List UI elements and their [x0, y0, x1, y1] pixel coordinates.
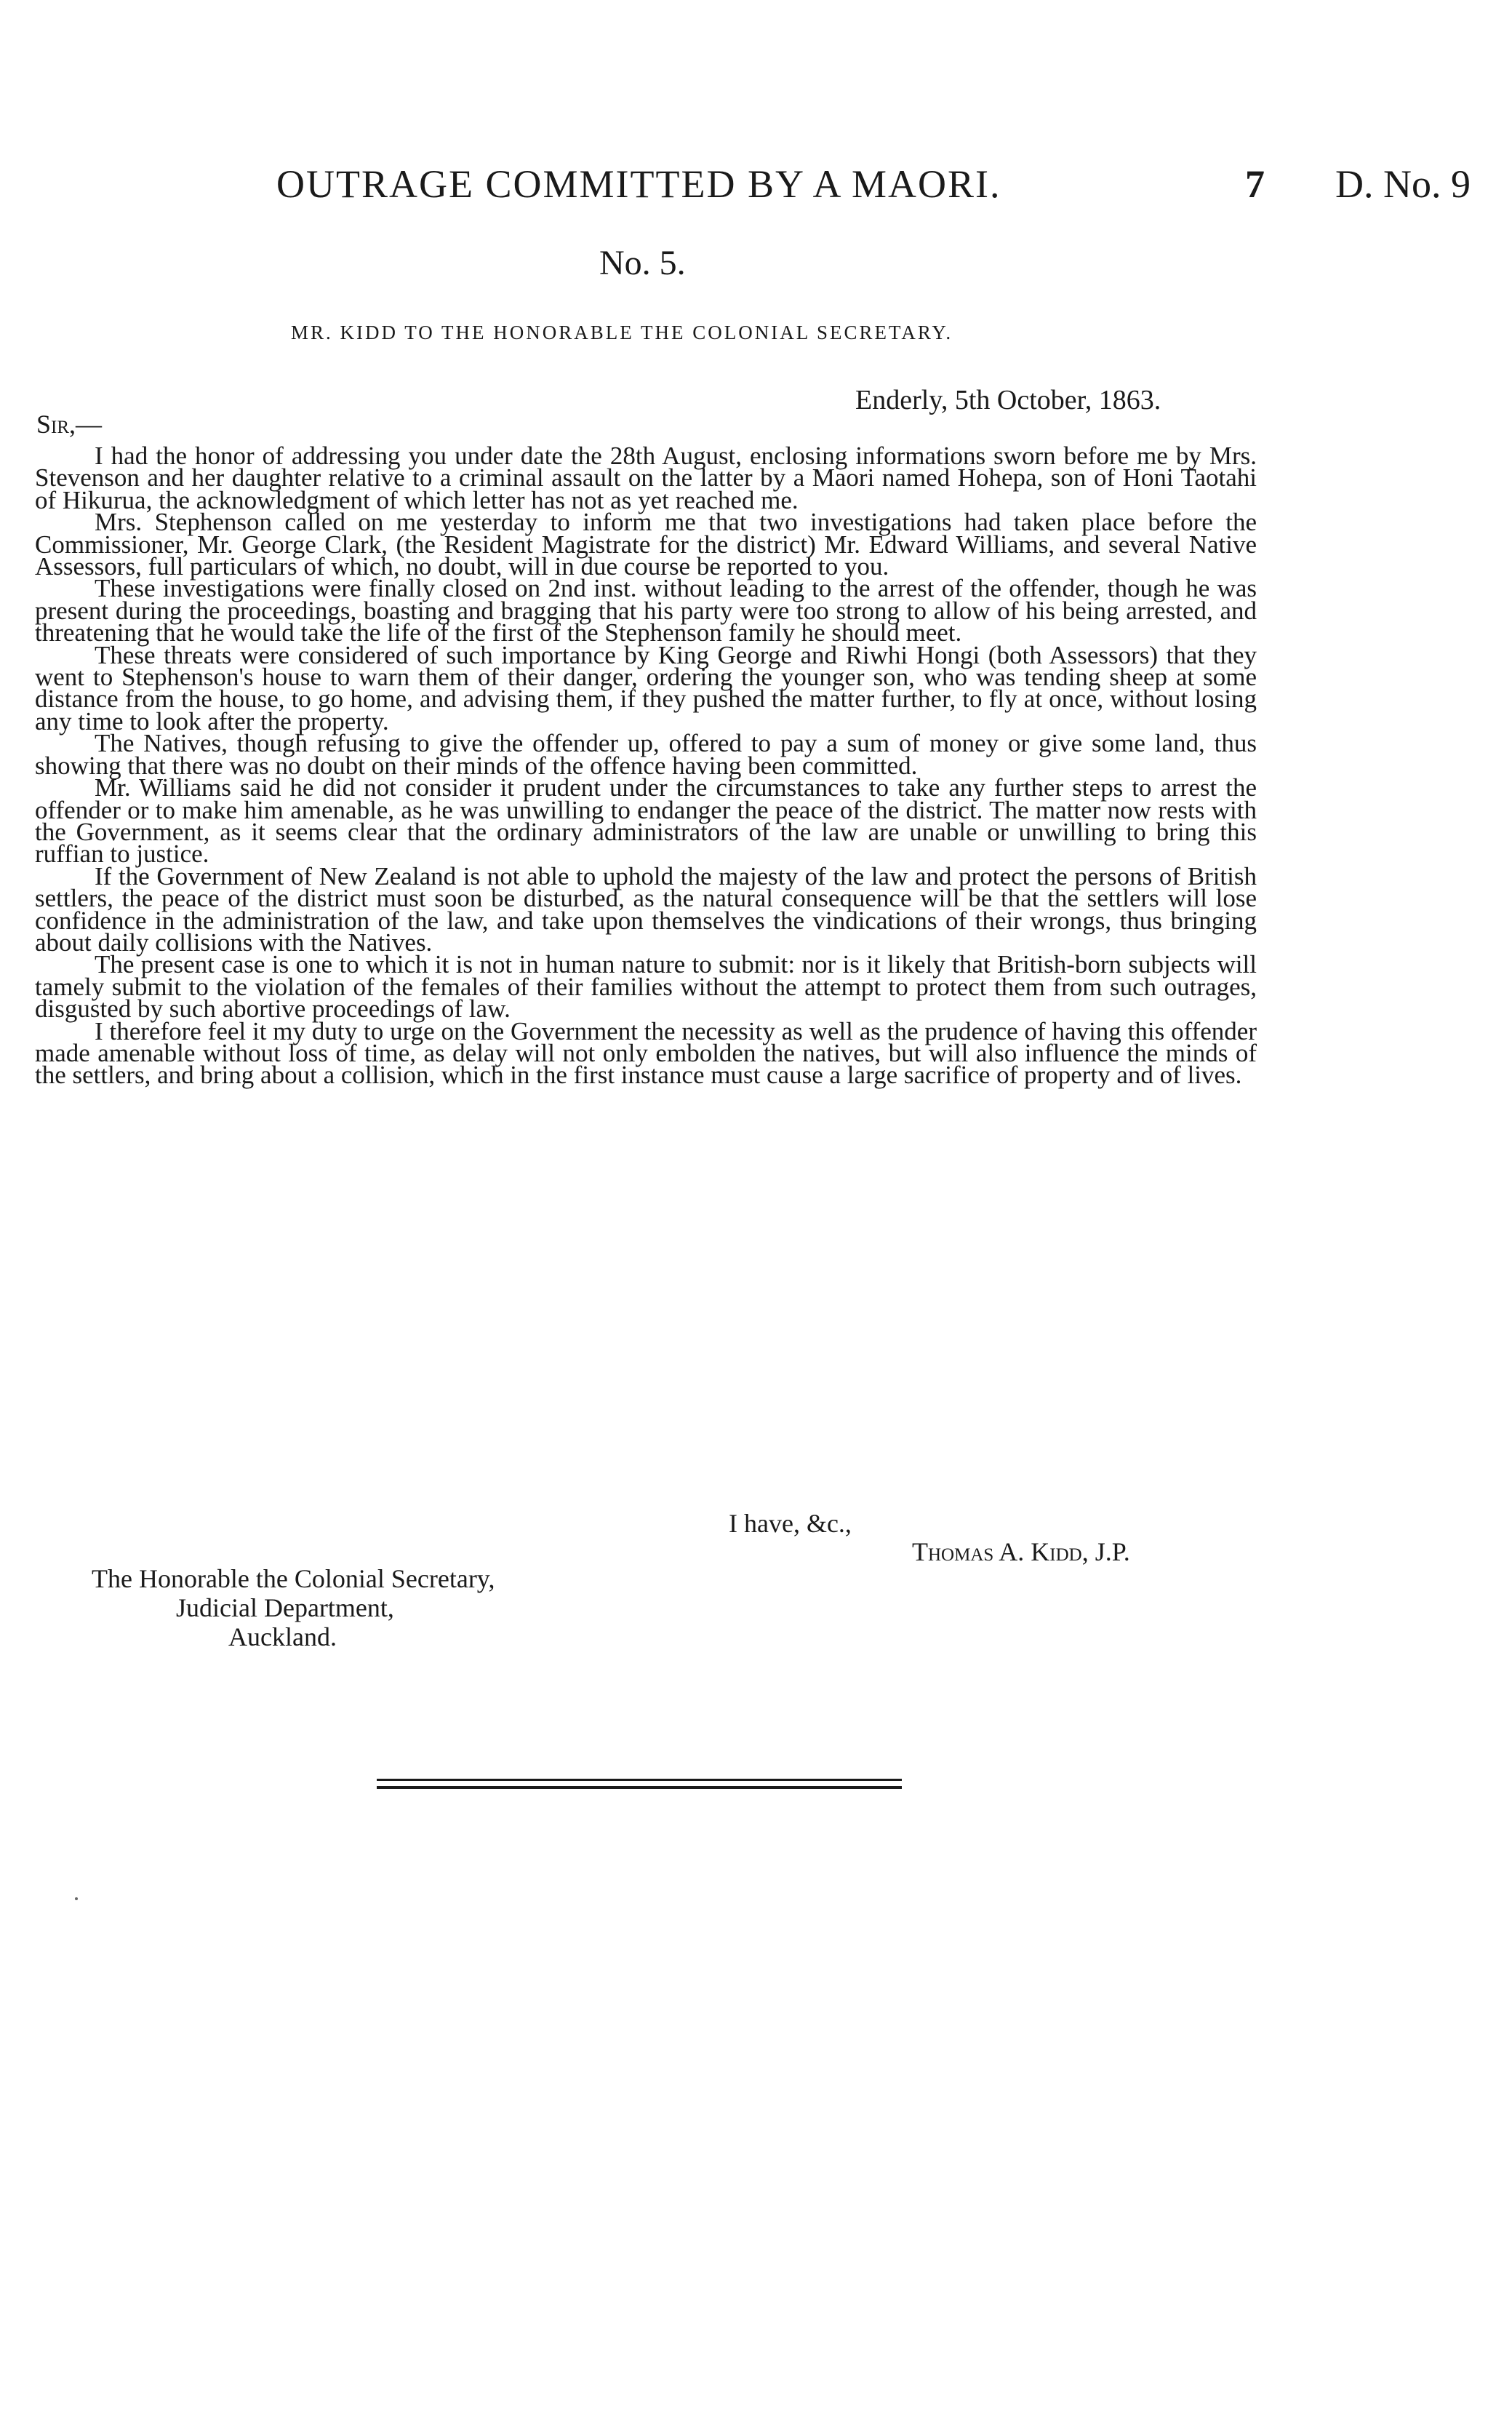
paragraph: I had the honor of addressing you under date the 28th August, enclosing informations sworn before me by Mrs. Stevenson and her daughter relative to a criminal assault on the latter by a Maori named Hohepa, son of Honi Taotahi of Hikurua, the acknowledgment of which letter has not as yet reached me. [35, 442, 1257, 514]
letter-number: No. 5. [599, 244, 686, 282]
letter-body [35, 442, 1257, 1090]
section-divider-rule [377, 1786, 902, 1789]
address-line: Judicial Department, [176, 1593, 394, 1622]
paragraph: Mrs. Stephenson called on me yesterday to inform me that two investigations had taken place before the Commissioner, Mr. George Clark, (the Resident Magistrate for the district) Mr. Edward Williams, and several Native Assessors, full particulars of which, no doubt, will in due course be reported to you. [35, 508, 1257, 581]
letter-subheading: MR. KIDD TO THE HONORABLE THE COLONIAL SECRETARY. [291, 322, 953, 343]
paragraph: These investigations were finally closed on 2nd inst. without leading to the arrest of the offender, though he was present during the proceedings, boasting and bragging that his party were too strong to allow of his being arrested, and threatening that he would take the life of the first of the Stephenson family he should meet. [35, 574, 1257, 647]
section-divider-rule [377, 1779, 902, 1781]
address-line: The Honorable the Colonial Secretary, [92, 1564, 495, 1593]
document-reference: D. No. 9 [1335, 162, 1471, 206]
paragraph: If the Government of New Zealand is not able to uphold the majesty of the law and protect the persons of British settlers, the peace of the district must soon be disturbed, as the natural consequence will be that the settlers will lose confidence in the administration of the law, and take upon themselves the vindications of their wrongs, thus bringing about daily collisions with the Natives. [35, 861, 1257, 957]
letter-dateline: Enderly, 5th October, 1863. [855, 385, 1161, 415]
address-line: Auckland. [228, 1622, 337, 1651]
paragraph: I therefore feel it my duty to urge on the Government the necessity as well as the prudence of having this offender made amenable without loss of time, as delay will not only embolden the natives, but will also influence the minds of the settlers, and bring about a collision, which in the first instance must cause a large sacrifice of property and of lives. [35, 1016, 1257, 1090]
page-header-title: OUTRAGE COMMITTED BY A MAORI. [276, 162, 1001, 206]
paragraph: Mr. Williams said he did not consider it prudent under the circumstances to take any further steps to arrest the offender or to make him amenable, as he was unwilling to endanger the peace of the district. The matter now rests with the Government, as it seems clear that the ordinary administrators of the law are unable or unwilling to bring this ruffian to justice. [35, 773, 1257, 869]
paragraph: The Natives, though refusing to give the offender up, offered to pay a sum of money or give some land, thus showing that there was no doubt on their minds of the offence having been committed. [35, 729, 1257, 780]
letter-salutation: Sir,— [36, 410, 103, 439]
recipient-address [92, 1564, 495, 1651]
paragraph: The present case is one to which it is not in human nature to submit: nor is it likely that British-born subjects will tamely submit to the violation of the females of their families without the attempt to protect them from such outrages, disgusted by such abortive proceedings of law. [35, 950, 1257, 1024]
letter-closing: I have, &c., [729, 1509, 852, 1538]
print-speck [75, 1897, 78, 1900]
letter-signature: Thomas A. Kidd, J.P. [912, 1537, 1130, 1566]
paragraph: These threats were considered of such importance by King George and Riwhi Hongi (both Assessors) that they went to Stephenson's house to warn them of their danger, ordering the younger son, who was tending sheep at some distance from the house, to go home, and advising them, if they pushed the matter further, to fly at once, without losing any time to look after the property. [35, 640, 1257, 735]
page-number: 7 [1245, 162, 1265, 206]
